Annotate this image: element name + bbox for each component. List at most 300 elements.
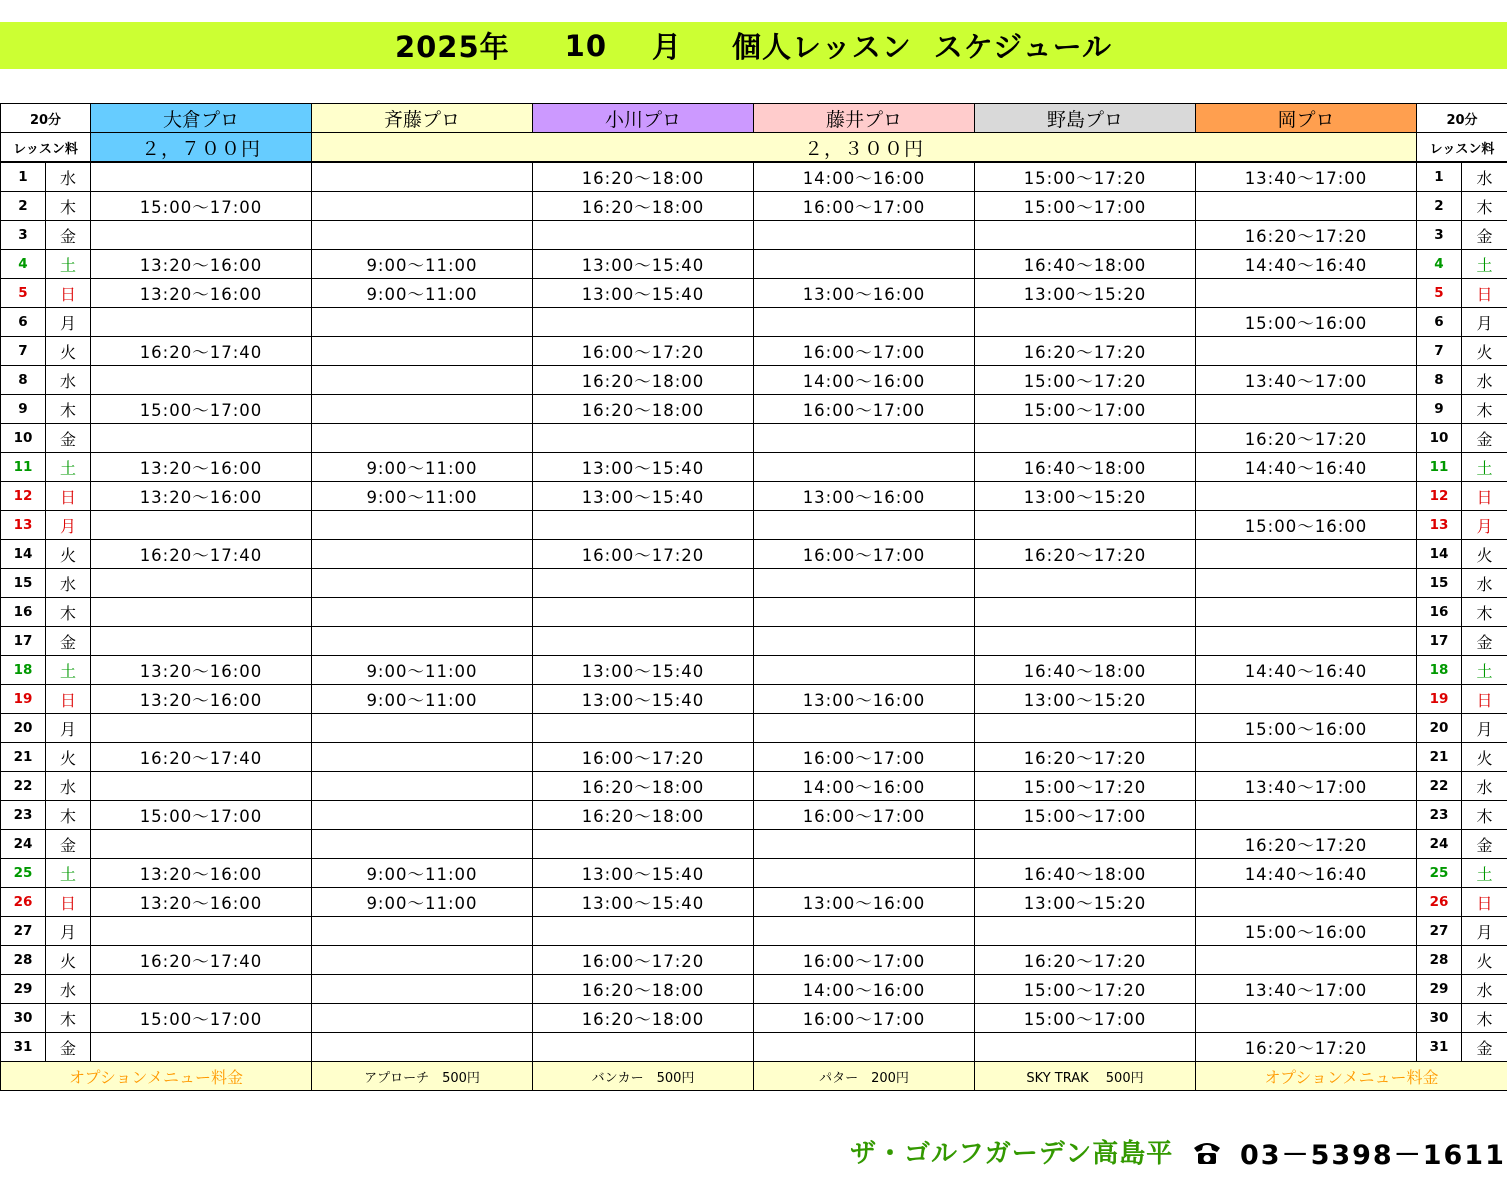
- slot-ogawa: [533, 598, 754, 627]
- day-number-right: 28: [1417, 946, 1462, 975]
- slot-fujii: [754, 511, 975, 540]
- weekday: 日: [46, 482, 91, 511]
- header-row-fees: [1, 133, 1507, 163]
- slot-okura: [91, 975, 312, 1004]
- slot-okura: 16:20～17:40: [91, 337, 312, 366]
- slot-fujii: 16:00～17:00: [754, 395, 975, 424]
- table-row: [1, 1033, 1507, 1062]
- slot-nojima: 15:00～17:20: [975, 162, 1196, 192]
- slot-oka: 14:40～16:40: [1196, 453, 1417, 482]
- slot-fujii: [754, 598, 975, 627]
- table-row: [1, 366, 1507, 395]
- day-number: 2: [1, 192, 46, 221]
- fee-okura: ２，７００円: [91, 133, 312, 163]
- day-number: 8: [1, 366, 46, 395]
- slot-ogawa: 16:20～18:00: [533, 192, 754, 221]
- weekday: 木: [46, 598, 91, 627]
- table-row: [1, 453, 1507, 482]
- slot-saito: [312, 162, 533, 192]
- slot-saito: [312, 975, 533, 1004]
- slot-nojima: [975, 424, 1196, 453]
- weekday: 火: [46, 540, 91, 569]
- option-item: バンカー 500円: [533, 1062, 754, 1091]
- weekday: 金: [46, 627, 91, 656]
- slot-oka: [1196, 279, 1417, 308]
- day-number-right: 17: [1417, 627, 1462, 656]
- day-number: 18: [1, 656, 46, 685]
- day-number: 13: [1, 511, 46, 540]
- day-number-right: 23: [1417, 801, 1462, 830]
- weekday-right: 木: [1462, 801, 1507, 830]
- slot-oka: [1196, 569, 1417, 598]
- day-number-right: 2: [1417, 192, 1462, 221]
- slot-nojima: 16:40～18:00: [975, 250, 1196, 279]
- slot-fujii: [754, 627, 975, 656]
- weekday-right: 水: [1462, 569, 1507, 598]
- weekday: 月: [46, 511, 91, 540]
- slot-saito: [312, 395, 533, 424]
- weekday: 木: [46, 192, 91, 221]
- weekday-right: 火: [1462, 743, 1507, 772]
- slot-okura: [91, 569, 312, 598]
- title-month-kanji: 月: [652, 30, 683, 64]
- slot-nojima: [975, 1033, 1196, 1062]
- slot-saito: 9:00～11:00: [312, 482, 533, 511]
- option-item: パター 200円: [754, 1062, 975, 1091]
- slot-fujii: 13:00～16:00: [754, 685, 975, 714]
- weekday-right: 火: [1462, 946, 1507, 975]
- day-number: 11: [1, 453, 46, 482]
- slot-okura: 13:20～16:00: [91, 888, 312, 917]
- weekday-right: 木: [1462, 598, 1507, 627]
- weekday-right: 日: [1462, 482, 1507, 511]
- slot-nojima: [975, 627, 1196, 656]
- table-row: [1, 511, 1507, 540]
- phone-icon: [1192, 1140, 1222, 1166]
- slot-nojima: 15:00～17:20: [975, 772, 1196, 801]
- day-number-right: 31: [1417, 1033, 1462, 1062]
- slot-nojima: 13:00～15:20: [975, 888, 1196, 917]
- slot-ogawa: 16:20～18:00: [533, 395, 754, 424]
- corner-left-duration: 20分: [1, 104, 91, 133]
- table-row: [1, 685, 1507, 714]
- slot-okura: [91, 772, 312, 801]
- slot-ogawa: [533, 511, 754, 540]
- day-number-right: 14: [1417, 540, 1462, 569]
- day-number-right: 8: [1417, 366, 1462, 395]
- slot-oka: [1196, 598, 1417, 627]
- weekday-right: 木: [1462, 192, 1507, 221]
- slot-fujii: 16:00～17:00: [754, 192, 975, 221]
- day-number-right: 26: [1417, 888, 1462, 917]
- slot-okura: 13:20～16:00: [91, 453, 312, 482]
- slot-nojima: 16:40～18:00: [975, 453, 1196, 482]
- day-number: 10: [1, 424, 46, 453]
- slot-fujii: [754, 424, 975, 453]
- slot-nojima: 15:00～17:00: [975, 192, 1196, 221]
- weekday-right: 金: [1462, 830, 1507, 859]
- slot-okura: [91, 424, 312, 453]
- weekday-right: 金: [1462, 221, 1507, 250]
- table-row: [1, 743, 1507, 772]
- slot-nojima: 16:20～17:20: [975, 946, 1196, 975]
- slot-fujii: [754, 453, 975, 482]
- slot-ogawa: 16:20～18:00: [533, 975, 754, 1004]
- weekday: 火: [46, 743, 91, 772]
- slot-nojima: 16:20～17:20: [975, 743, 1196, 772]
- slot-saito: [312, 801, 533, 830]
- option-menu-row: [1, 1062, 1507, 1091]
- slot-fujii: 16:00～17:00: [754, 540, 975, 569]
- slot-okura: 13:20～16:00: [91, 482, 312, 511]
- table-row: [1, 395, 1507, 424]
- day-number: 19: [1, 685, 46, 714]
- slot-fujii: [754, 714, 975, 743]
- slot-nojima: 13:00～15:20: [975, 685, 1196, 714]
- weekday: 金: [46, 1033, 91, 1062]
- title-bar: [0, 22, 1507, 69]
- slot-saito: [312, 540, 533, 569]
- day-number: 20: [1, 714, 46, 743]
- title-year: 2025年: [394, 30, 510, 64]
- table-row: [1, 975, 1507, 1004]
- slot-okura: [91, 714, 312, 743]
- table-row: [1, 598, 1507, 627]
- weekday: 日: [46, 279, 91, 308]
- slot-ogawa: 16:00～17:20: [533, 946, 754, 975]
- weekday-right: 日: [1462, 279, 1507, 308]
- slot-oka: 15:00～16:00: [1196, 714, 1417, 743]
- day-number: 9: [1, 395, 46, 424]
- slot-fujii: [754, 569, 975, 598]
- slot-saito: [312, 830, 533, 859]
- slot-ogawa: [533, 221, 754, 250]
- slot-saito: 9:00～11:00: [312, 279, 533, 308]
- slot-saito: [312, 424, 533, 453]
- slot-fujii: [754, 859, 975, 888]
- day-number: 16: [1, 598, 46, 627]
- slot-fujii: [754, 308, 975, 337]
- weekday-right: 水: [1462, 366, 1507, 395]
- slot-oka: 15:00～16:00: [1196, 308, 1417, 337]
- slot-okura: 15:00～17:00: [91, 395, 312, 424]
- table-row: [1, 1004, 1507, 1033]
- pro-header-fujii: 藤井プロ: [754, 104, 975, 133]
- slot-oka: [1196, 337, 1417, 366]
- slot-oka: [1196, 482, 1417, 511]
- slot-saito: [312, 946, 533, 975]
- slot-okura: 15:00～17:00: [91, 192, 312, 221]
- slot-okura: 16:20～17:40: [91, 946, 312, 975]
- slot-saito: [312, 337, 533, 366]
- table-row: [1, 482, 1507, 511]
- slot-okura: [91, 598, 312, 627]
- pro-header-nojima: 野島プロ: [975, 104, 1196, 133]
- table-row: [1, 162, 1507, 192]
- weekday-right: 火: [1462, 540, 1507, 569]
- slot-ogawa: 13:00～15:40: [533, 279, 754, 308]
- pro-header-okura: 大倉プロ: [91, 104, 312, 133]
- day-number-right: 3: [1417, 221, 1462, 250]
- slot-okura: 13:20～16:00: [91, 685, 312, 714]
- day-number-right: 10: [1417, 424, 1462, 453]
- slot-nojima: [975, 511, 1196, 540]
- slot-okura: 13:20～16:00: [91, 250, 312, 279]
- option-item: SKY TRAK 500円: [975, 1062, 1196, 1091]
- day-number-right: 29: [1417, 975, 1462, 1004]
- day-number: 3: [1, 221, 46, 250]
- day-number-right: 25: [1417, 859, 1462, 888]
- day-number-right: 30: [1417, 1004, 1462, 1033]
- slot-fujii: [754, 250, 975, 279]
- option-label-left: オプションメニュー料金: [1, 1062, 312, 1091]
- day-number-right: 6: [1417, 308, 1462, 337]
- slot-okura: 13:20～16:00: [91, 656, 312, 685]
- slot-okura: 13:20～16:00: [91, 279, 312, 308]
- slot-ogawa: 16:20～18:00: [533, 366, 754, 395]
- pro-header-saito: 斉藤プロ: [312, 104, 533, 133]
- title-sub: スケジュール: [933, 30, 1113, 64]
- slot-oka: [1196, 801, 1417, 830]
- day-number-right: 19: [1417, 685, 1462, 714]
- slot-okura: [91, 627, 312, 656]
- slot-saito: [312, 627, 533, 656]
- slot-ogawa: 13:00～15:40: [533, 482, 754, 511]
- corner-left-fee-label: レッスン料: [1, 133, 91, 163]
- slot-saito: 9:00～11:00: [312, 453, 533, 482]
- slot-saito: [312, 192, 533, 221]
- slot-saito: [312, 772, 533, 801]
- slot-saito: 9:00～11:00: [312, 656, 533, 685]
- weekday-right: 日: [1462, 888, 1507, 917]
- slot-fujii: [754, 830, 975, 859]
- pro-header-ogawa: 小川プロ: [533, 104, 754, 133]
- weekday: 金: [46, 830, 91, 859]
- slot-nojima: 15:00～17:20: [975, 366, 1196, 395]
- phone-number: 03－5398－1611: [1240, 1140, 1506, 1171]
- slot-fujii: 16:00～17:00: [754, 801, 975, 830]
- slot-fujii: 14:00～16:00: [754, 975, 975, 1004]
- table-row: [1, 192, 1507, 221]
- day-number: 5: [1, 279, 46, 308]
- table-row: [1, 540, 1507, 569]
- slot-ogawa: [533, 627, 754, 656]
- slot-nojima: [975, 830, 1196, 859]
- slot-saito: [312, 1033, 533, 1062]
- slot-ogawa: 16:20～18:00: [533, 1004, 754, 1033]
- day-number: 28: [1, 946, 46, 975]
- weekday-right: 木: [1462, 395, 1507, 424]
- slot-oka: 15:00～16:00: [1196, 511, 1417, 540]
- slot-fujii: 16:00～17:00: [754, 743, 975, 772]
- slot-oka: [1196, 1004, 1417, 1033]
- day-number: 24: [1, 830, 46, 859]
- pro-header-oka: 岡プロ: [1196, 104, 1417, 133]
- title-main: 個人レッスン: [732, 30, 912, 64]
- day-number-right: 18: [1417, 656, 1462, 685]
- weekday-right: 水: [1462, 975, 1507, 1004]
- slot-okura: [91, 917, 312, 946]
- weekday: 木: [46, 395, 91, 424]
- weekday-right: 土: [1462, 656, 1507, 685]
- day-number-right: 16: [1417, 598, 1462, 627]
- slot-ogawa: [533, 424, 754, 453]
- weekday: 月: [46, 308, 91, 337]
- slot-okura: [91, 221, 312, 250]
- slot-fujii: 13:00～16:00: [754, 482, 975, 511]
- slot-oka: 14:40～16:40: [1196, 250, 1417, 279]
- weekday-right: 月: [1462, 917, 1507, 946]
- slot-saito: [312, 598, 533, 627]
- table-row: [1, 656, 1507, 685]
- slot-saito: [312, 917, 533, 946]
- weekday-right: 水: [1462, 162, 1507, 192]
- weekday-right: 木: [1462, 1004, 1507, 1033]
- slot-oka: 16:20～17:20: [1196, 221, 1417, 250]
- day-number-right: 12: [1417, 482, 1462, 511]
- slot-ogawa: 16:00～17:20: [533, 743, 754, 772]
- weekday: 月: [46, 714, 91, 743]
- weekday-right: 日: [1462, 685, 1507, 714]
- slot-ogawa: 13:00～15:40: [533, 453, 754, 482]
- table-row: [1, 946, 1507, 975]
- slot-nojima: 13:00～15:20: [975, 482, 1196, 511]
- weekday-right: 月: [1462, 308, 1507, 337]
- weekday-right: 金: [1462, 627, 1507, 656]
- slot-ogawa: [533, 1033, 754, 1062]
- weekday: 火: [46, 946, 91, 975]
- weekday-right: 水: [1462, 772, 1507, 801]
- phone-block: [1192, 1133, 1506, 1172]
- slot-okura: [91, 830, 312, 859]
- slot-saito: [312, 743, 533, 772]
- slot-saito: [312, 714, 533, 743]
- slot-nojima: [975, 308, 1196, 337]
- weekday: 日: [46, 685, 91, 714]
- day-number-right: 1: [1417, 162, 1462, 192]
- slot-okura: [91, 162, 312, 192]
- weekday: 金: [46, 424, 91, 453]
- slot-ogawa: [533, 569, 754, 598]
- day-number: 21: [1, 743, 46, 772]
- slot-oka: 15:00～16:00: [1196, 917, 1417, 946]
- weekday: 土: [46, 656, 91, 685]
- slot-fujii: 16:00～17:00: [754, 337, 975, 366]
- slot-nojima: 15:00～17:00: [975, 1004, 1196, 1033]
- table-row: [1, 279, 1507, 308]
- day-number-right: 21: [1417, 743, 1462, 772]
- slot-okura: 15:00～17:00: [91, 1004, 312, 1033]
- slot-nojima: 15:00～17:20: [975, 975, 1196, 1004]
- weekday: 木: [46, 1004, 91, 1033]
- slot-fujii: 14:00～16:00: [754, 162, 975, 192]
- slot-oka: 13:40～17:00: [1196, 366, 1417, 395]
- slot-fujii: 16:00～17:00: [754, 946, 975, 975]
- slot-fujii: 14:00～16:00: [754, 772, 975, 801]
- weekday: 月: [46, 917, 91, 946]
- corner-right-fee-label: レッスン料: [1417, 133, 1507, 163]
- slot-ogawa: [533, 830, 754, 859]
- weekday-right: 土: [1462, 859, 1507, 888]
- day-number: 1: [1, 162, 46, 192]
- day-number-right: 9: [1417, 395, 1462, 424]
- day-number: 17: [1, 627, 46, 656]
- slot-okura: 16:20～17:40: [91, 540, 312, 569]
- slot-okura: [91, 511, 312, 540]
- weekday: 水: [46, 162, 91, 192]
- corner-right-duration: 20分: [1417, 104, 1507, 133]
- slot-ogawa: 16:20～18:00: [533, 162, 754, 192]
- slot-fujii: [754, 656, 975, 685]
- slot-ogawa: 16:20～18:00: [533, 801, 754, 830]
- weekday: 水: [46, 569, 91, 598]
- weekday: 水: [46, 975, 91, 1004]
- day-number: 6: [1, 308, 46, 337]
- slot-oka: 14:40～16:40: [1196, 859, 1417, 888]
- slot-okura: [91, 308, 312, 337]
- slot-ogawa: [533, 917, 754, 946]
- table-row: [1, 714, 1507, 743]
- slot-fujii: [754, 221, 975, 250]
- slot-nojima: [975, 569, 1196, 598]
- weekday: 土: [46, 453, 91, 482]
- slot-oka: 13:40～17:00: [1196, 772, 1417, 801]
- slot-nojima: [975, 714, 1196, 743]
- slot-oka: 13:40～17:00: [1196, 975, 1417, 1004]
- table-row: [1, 250, 1507, 279]
- slot-nojima: 16:40～18:00: [975, 859, 1196, 888]
- slot-saito: [312, 308, 533, 337]
- slot-fujii: 13:00～16:00: [754, 279, 975, 308]
- day-number: 27: [1, 917, 46, 946]
- slot-oka: 16:20～17:20: [1196, 424, 1417, 453]
- slot-nojima: 15:00～17:00: [975, 395, 1196, 424]
- slot-oka: 16:20～17:20: [1196, 1033, 1417, 1062]
- slot-ogawa: 13:00～15:40: [533, 859, 754, 888]
- slot-nojima: 13:00～15:20: [975, 279, 1196, 308]
- slot-saito: [312, 221, 533, 250]
- slot-nojima: [975, 917, 1196, 946]
- weekday: 土: [46, 859, 91, 888]
- day-number: 15: [1, 569, 46, 598]
- slot-nojima: 16:20～17:20: [975, 337, 1196, 366]
- slot-nojima: [975, 221, 1196, 250]
- slot-ogawa: 13:00～15:40: [533, 250, 754, 279]
- slot-fujii: 16:00～17:00: [754, 1004, 975, 1033]
- slot-okura: 15:00～17:00: [91, 801, 312, 830]
- option-item: アプローチ 500円: [312, 1062, 533, 1091]
- weekday-right: 金: [1462, 424, 1507, 453]
- day-number-right: 11: [1417, 453, 1462, 482]
- title-month: 10: [564, 28, 608, 63]
- slot-nojima: 15:00～17:00: [975, 801, 1196, 830]
- weekday: 日: [46, 888, 91, 917]
- slot-oka: [1196, 888, 1417, 917]
- slot-ogawa: 13:00～15:40: [533, 685, 754, 714]
- weekday: 水: [46, 772, 91, 801]
- day-number-right: 27: [1417, 917, 1462, 946]
- slot-nojima: 16:40～18:00: [975, 656, 1196, 685]
- slot-saito: 9:00～11:00: [312, 250, 533, 279]
- slot-ogawa: [533, 714, 754, 743]
- slot-okura: 16:20～17:40: [91, 743, 312, 772]
- table-row: [1, 308, 1507, 337]
- day-number-right: 24: [1417, 830, 1462, 859]
- slot-fujii: [754, 917, 975, 946]
- day-number-right: 5: [1417, 279, 1462, 308]
- day-number-right: 15: [1417, 569, 1462, 598]
- slot-oka: 14:40～16:40: [1196, 656, 1417, 685]
